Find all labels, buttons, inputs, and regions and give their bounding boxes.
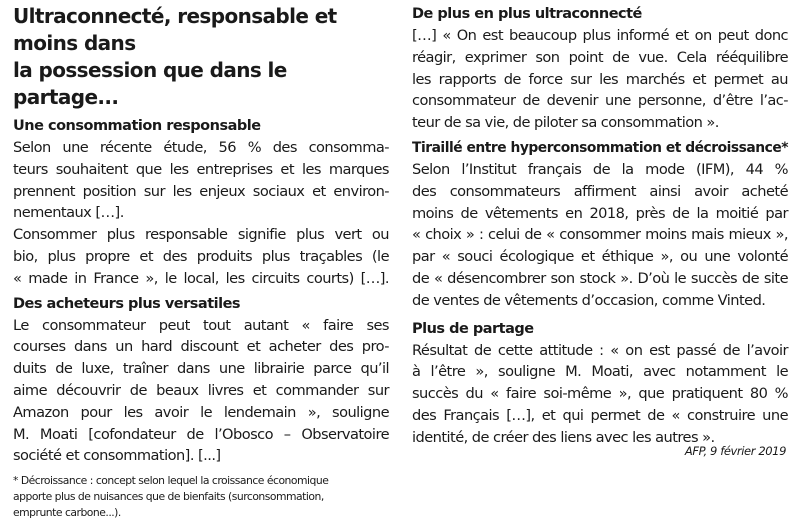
text-line: de ventes de vêtements d’occasion, comme Vinted. (412, 291, 766, 309)
text-line: duits de luxe, traîner dans une librairie parce qu’il (13, 360, 389, 378)
text-line: aime découvrir de beaux livres et commander sur (13, 381, 389, 399)
text-line: « made in France », le local, les circuits courts) […]. (13, 269, 389, 287)
section-partage (412, 318, 788, 449)
section-ultraconnecte (412, 3, 788, 134)
footnote (13, 473, 389, 521)
text-line: société et consommation]. [...] (13, 447, 221, 465)
text-line: M. Moati [cofondateur de l’Obosco – Observatoire (13, 425, 389, 443)
text-line: consommateur de devenir une personne, d’être l’ac- (412, 92, 788, 110)
text-line: à l’être », souligne M. Moati, avec notamment le (412, 363, 788, 381)
text-line: Consommer plus responsable signifie plus vert ou (13, 226, 389, 244)
text-line: Selon l’Institut français de la mode (IFM), 44 % (412, 160, 788, 178)
section-heading: Plus de partage (412, 320, 534, 337)
text-line: courses dans un hard discount et acheter des pro- (13, 338, 389, 356)
text-line: bio, plus propre et des produits plus traçables (le (13, 247, 389, 265)
text-line: Selon une récente étude, 56 % des consomma- (13, 139, 389, 156)
section-heading: Des acheteurs plus versatiles (13, 295, 241, 312)
text-line: identité, de créer des liens avec les autres ». (412, 428, 715, 446)
article-title (13, 3, 389, 111)
text-line: par « souci écologique et éthique », ou une volonté (412, 248, 788, 266)
title-line: la possession que dans le partage... (13, 58, 287, 109)
section-heading: Tiraillé entre hyperconsommation et décroissance* (412, 139, 789, 156)
text-line: des Français […], et qui permet de « construire une (412, 406, 788, 424)
text-line: moins de vêtements en 2018, près de la moitié par (412, 204, 788, 222)
text-line: teur de sa vie, de piloter sa consommation ». (412, 114, 719, 132)
section-heading: De plus en plus ultraconnecté (412, 6, 642, 22)
text-line: prennent position sur les enjeux sociaux et environ- (13, 182, 389, 200)
text-line: […] « On est beaucoup plus informé et on peut donc (412, 27, 788, 44)
text-line: succès du « faire soi-même », que pratiquent 80 % (412, 385, 788, 403)
source-credit: AFP, 9 février 2019 (684, 444, 786, 458)
text-line: les rapports de force sur les marchés et permet au (412, 70, 788, 88)
text-line: teurs souhaitent que les entreprises et les marques (13, 160, 389, 178)
text-line: nementaux […]. (13, 204, 124, 222)
footnote-line: emprunte carbone...). (13, 506, 121, 520)
section-heading: Une consommation responsable (13, 118, 261, 134)
text-line: de « désencombrer son stock ». D’où le succès de site (412, 269, 788, 287)
text-line: des consommateurs affirment ainsi avoir acheté (412, 182, 788, 200)
title-line: Ultraconnecté, responsable et moins dans (13, 4, 337, 55)
left-column (13, 3, 389, 521)
section-responsable (13, 115, 389, 290)
footnote-line: apporte plus de nuisances que de bienfaits (surconsommation, (13, 490, 324, 504)
text-line: Résultat de cette attitude : « on est passé de l’avoir (412, 341, 788, 359)
footnote-line: * Décroissance : concept selon lequel la croissance économique (13, 474, 329, 488)
right-column (412, 3, 788, 449)
text-line: réagir, exprimer son point de vue. Cela rééquilibre (412, 48, 788, 66)
section-versatiles (13, 293, 389, 468)
section-decroissance (412, 137, 788, 312)
text-line: « choix » : celui de « consommer moins mais mieux », (412, 226, 788, 244)
text-line: Le consommateur peut tout autant « faire ses (13, 316, 389, 334)
text-line: Amazon pour les avoir le lendemain », souligne (13, 403, 389, 421)
